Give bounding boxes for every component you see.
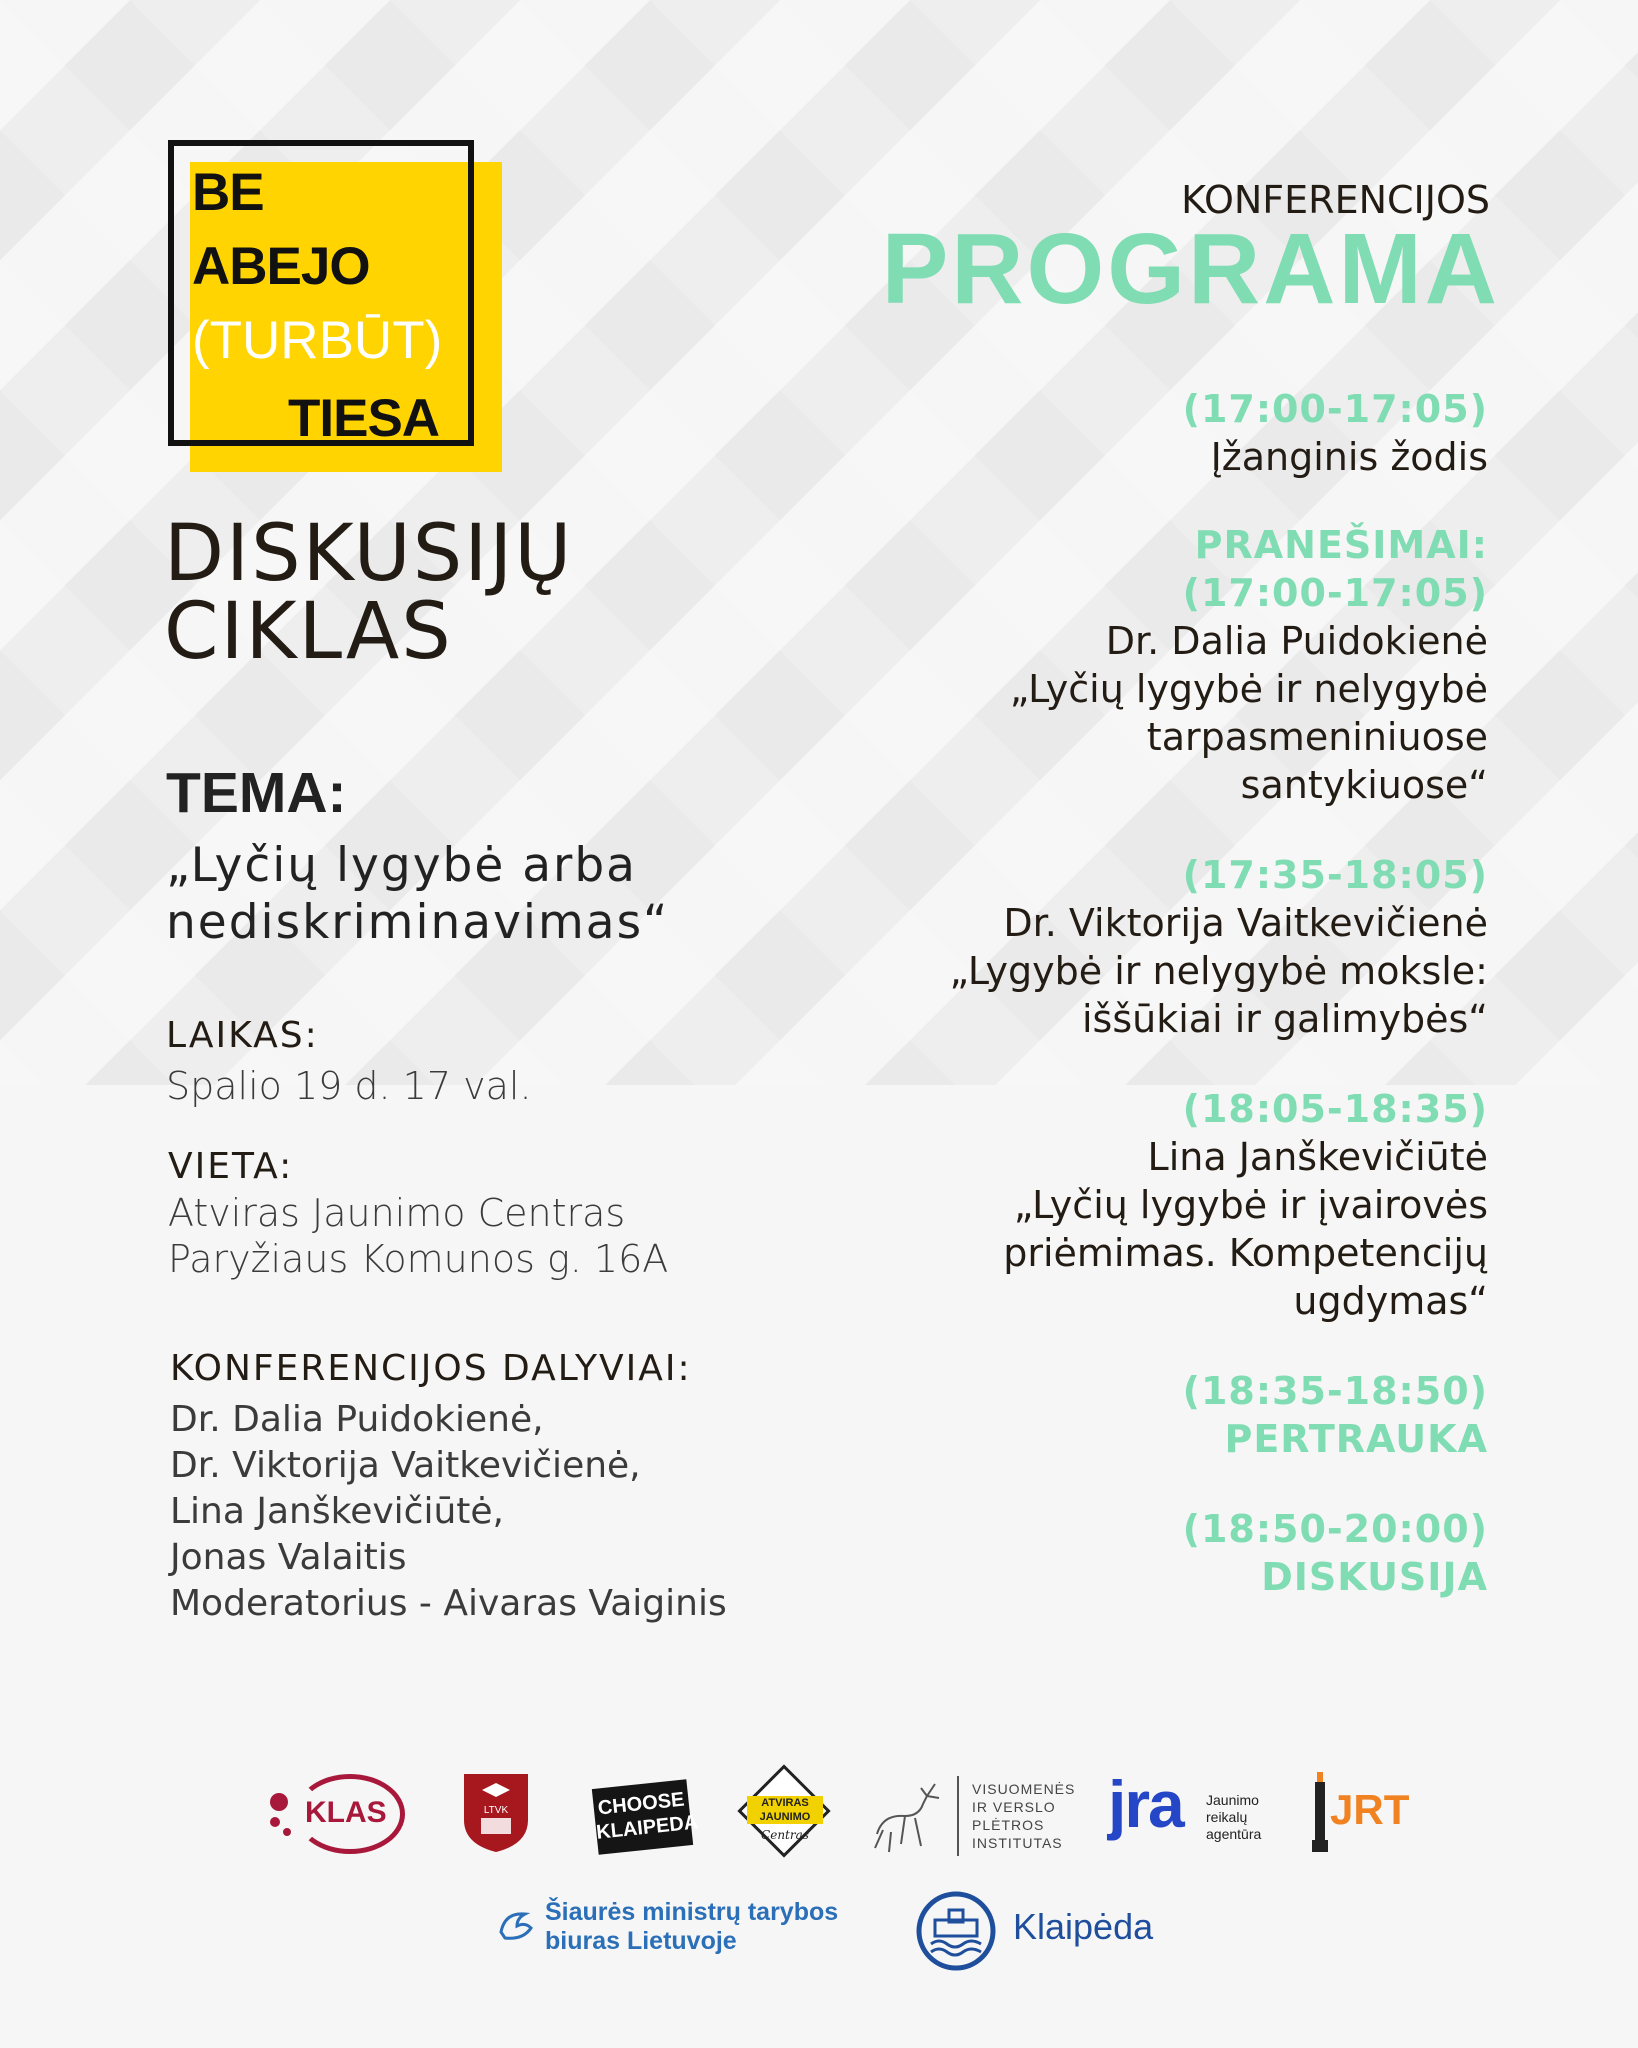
nordic-text-line2: biuras Lietuvoje — [545, 1927, 737, 1955]
schedule-talk-title: „Lyčių lygybė ir įvairovės — [1013, 1183, 1488, 1227]
ajc-label — [747, 1796, 823, 1824]
ltvk-logo — [460, 1770, 532, 1854]
jra-text-line3: agentūra — [1206, 1826, 1262, 1842]
ajc-text-line2: JAUNIMO — [759, 1811, 811, 1823]
topic-line1: „Lyčių lygybė arba — [166, 838, 637, 893]
vvpi-text-line3: PLĖTROS — [972, 1817, 1045, 1833]
participant-item: Dr. Viktorija Vaitkevičienė, — [170, 1445, 641, 1486]
schedule-text: Įžanginis žodis — [1210, 435, 1488, 479]
schedule-block-discussion — [788, 1505, 1488, 1601]
schedule-speaker: Dr. Viktorija Vaitkevičienė — [1003, 901, 1488, 945]
logo-text-abejo: ABEJO — [192, 237, 370, 296]
klas-text: KLAS — [305, 1796, 387, 1829]
logo-text-tiesa: TIESA — [288, 389, 440, 448]
schedule-talk-title: tarpasmeniniuose — [1146, 715, 1488, 759]
schedule-block-talk3 — [788, 1085, 1488, 1325]
cycle-title-line2: CIKLAS — [164, 587, 453, 677]
time-label: LAIKAS: — [166, 1015, 319, 1056]
choose-text-line1: CHOOSE — [596, 1788, 686, 1820]
venue-label: VIETA: — [168, 1146, 294, 1187]
participants-label: KONFERENCIJOS DALYVIAI: — [170, 1348, 692, 1389]
cycle-title — [164, 509, 574, 677]
schedule-time: (17:00-17:05) — [1182, 571, 1488, 615]
vvpi-text-line1: VISUOMENĖS — [972, 1781, 1076, 1797]
topic-label: TEMA: — [166, 761, 347, 825]
schedule-block-opening — [788, 385, 1488, 481]
jra-text — [1206, 1792, 1261, 1843]
venue-line1: Atviras Jaunimo Centras — [168, 1191, 626, 1235]
nordic-text — [545, 1898, 838, 1956]
schedule-talk-title: „Lygybė ir nelygybė moksle: — [949, 949, 1488, 993]
jra-text-line1: Jaunimo — [1206, 1792, 1259, 1808]
topic-text — [166, 837, 669, 951]
schedule-block-talk1 — [788, 521, 1488, 809]
schedule-block-break — [788, 1367, 1488, 1463]
schedule-time: (18:35-18:50) — [1182, 1369, 1488, 1413]
schedule-talk-title: iššūkiai ir galimybės“ — [1082, 997, 1488, 1041]
participants-list — [170, 1397, 727, 1627]
logo-text-turbut: (TURBŪT) — [192, 311, 443, 370]
vvpi-text — [972, 1780, 1075, 1852]
deer-icon — [865, 1774, 945, 1856]
klaipeda-emblem-icon — [915, 1890, 997, 1972]
klas-logo — [265, 1770, 415, 1854]
participant-item: Lina Janškevičiūtė, — [170, 1491, 504, 1532]
cycle-title-line1: DISKUSIJŲ — [164, 509, 574, 599]
atviras-jaunimo-centras-logo — [743, 1770, 827, 1854]
schedule-time: (17:35-18:05) — [1182, 853, 1488, 897]
ltvk-shield-icon — [460, 1770, 532, 1854]
schedule-time: (18:05-18:35) — [1182, 1087, 1488, 1131]
schedule-time: (17:00-17:05) — [1182, 387, 1488, 431]
choose-text-line2: KLAIPEDA — [595, 1811, 700, 1844]
klaipeda-city-logo — [915, 1890, 1175, 1972]
schedule-block-talk2 — [788, 851, 1488, 1043]
time-value: Spalio 19 d. 17 val. — [166, 1064, 532, 1108]
vvpi-text-line2: IR VERSLO — [972, 1799, 1056, 1815]
schedule-speaker: Lina Janškevičiūtė — [1147, 1135, 1488, 1179]
ltvk-text: LTVK — [483, 1805, 509, 1816]
ajc-text-line3: Centras — [761, 1828, 809, 1842]
participant-item: Moderatorius - Aivaras Vaiginis — [170, 1583, 727, 1624]
schedule-heading: PRANEŠIMAI: — [1194, 523, 1488, 567]
tower-icon — [1310, 1772, 1330, 1854]
nordic-text-line1: Šiaurės ministrų tarybos — [545, 1898, 839, 1926]
vvpi-text-line4: INSTITUTAS — [972, 1835, 1063, 1851]
choose-klaipeda-logo — [592, 1779, 700, 1855]
venue-line2: Paryžiaus Komunos g. 16A — [168, 1237, 669, 1281]
schedule-speaker: Dr. Dalia Puidokienė — [1105, 619, 1488, 663]
klaipeda-text: Klaipėda — [1013, 1906, 1154, 1947]
vvpi-divider — [957, 1776, 959, 1856]
schedule-talk-title: priėmimas. Kompetencijų — [1003, 1231, 1488, 1275]
sponsor-logos-row-2 — [495, 1890, 1195, 1980]
jra-mark: jra — [1108, 1767, 1183, 1841]
swan-icon — [495, 1904, 537, 1946]
program-subtitle: KONFERENCIJOS — [1181, 178, 1490, 222]
program-title: PROGRAMA — [881, 213, 1500, 325]
participant-item: Jonas Valaitis — [170, 1537, 407, 1578]
nordic-council-logo — [495, 1898, 895, 1958]
schedule-text: DISKUSIJA — [1261, 1555, 1488, 1599]
schedule-talk-title: ugdymas“ — [1293, 1279, 1488, 1323]
schedule-text: PERTRAUKA — [1224, 1417, 1488, 1461]
schedule-time: (18:50-20:00) — [1182, 1507, 1488, 1551]
participant-item: Dr. Dalia Puidokienė, — [170, 1399, 544, 1440]
sponsor-logos-row — [265, 1767, 1425, 1870]
schedule-talk-title: „Lyčių lygybė ir nelygybė — [1009, 667, 1488, 711]
schedule-talk-title: santykiuose“ — [1240, 763, 1488, 807]
jrt-logo — [1310, 1770, 1430, 1854]
topic-line2: nediskriminavimas“ — [166, 895, 670, 950]
jra-text-line2: reikalų — [1206, 1809, 1248, 1825]
jrt-text: JRT — [1330, 1786, 1410, 1833]
program-schedule — [788, 385, 1488, 1635]
vvpi-logo — [865, 1774, 1095, 1858]
klas-dots-icon — [267, 1792, 297, 1842]
logo-text-be: BE — [192, 163, 264, 222]
jra-logo — [1108, 1767, 1288, 1858]
ajc-text-line1: ATVIRAS — [761, 1797, 809, 1809]
